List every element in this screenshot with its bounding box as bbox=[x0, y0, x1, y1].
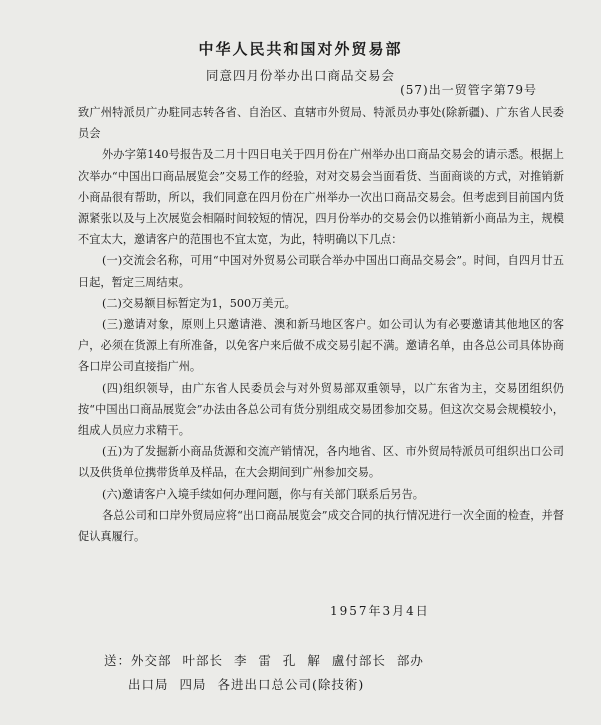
addressee: 致广州特派员广办駐同志转各省、自治区、直辖市外贸局、特派员办事处(除新疆)、广东省人民委员会 bbox=[78, 106, 564, 141]
cc-line-1: 送：外交部 叶部长 李 雷 孔 解 盧付部长 部办 bbox=[104, 653, 424, 668]
cc-line-2: 出口局 四局 各进出口总公司(除技術) bbox=[128, 677, 365, 692]
document-date: 1957年3月4日 bbox=[330, 604, 430, 618]
item-6: (六)邀请客户入境手续如何办理问题，你与有关部门联系后另告。 bbox=[102, 487, 424, 501]
item-5: (五)为了发掘新小商品货源和交流产销情况，各内地省、区、市外贸局特派员可组织出口公司以及供货单位携带货单及样品，在大会期间到广州参加交易。 bbox=[78, 445, 564, 480]
document-body bbox=[78, 102, 564, 547]
paragraph-intro: 外办字第140号报告及二月十四日电关于四月份在广州举办出口商品交易会的请示悉。根据上次举办“中国出口商品展览会”交易工作的经验，对对交易会当面看货、当面商谈的方式，对推销新小商品很有帮助，所以，我们同意在四月份在广州举办一次出口商品交易会。但考虑到目前国内货源紧张以及与上次展览会相隔时间较短的情况，四月份举办的交易会仍以推销新小商品为主，规模不宜太大，邀请客户的范围也不宜太宽，为此，特明确以下几点： bbox=[78, 148, 564, 247]
closing-paragraph: 各总公司和口岸外贸局应将“出口商品展览会”成交合同的执行情况进行一次全面的检查，并督促认真履行。 bbox=[78, 508, 564, 544]
document-title: 中华人民共和国对外贸易部 bbox=[198, 40, 403, 58]
document-subtitle: 同意四月份举办出口商品交易会 bbox=[205, 68, 395, 83]
document-number: (57)出一贸管字第79号 bbox=[400, 83, 537, 97]
item-3: (三)邀请对象，原则上只邀请港、澳和新马地区客户。如公司认为有必要邀请其他地区的客户，必须在货源上有所准备，以免客户来后做不成交易引起不满。邀请名单，由各总公司具体协商各口岸公司直接指广州。 bbox=[78, 318, 564, 374]
item-4: (四)组织领导，由广东省人民委员会与对外贸易部双重领导，以广东省为主，交易团组织仍按“中国出口商品展览会”办法由各总公司有货分别组成交易团参加交易。但这次交易会规模较小，组成人员应力求精干。 bbox=[78, 381, 564, 438]
item-2: (二)交易额目标暂定为1，500万美元。 bbox=[102, 296, 296, 310]
item-1: (一)交流会名称，可用“中国对外贸易公司联合举办中国出口商品交易会”。时间，自四月廿五日起，暂定三周结束。 bbox=[78, 254, 564, 289]
